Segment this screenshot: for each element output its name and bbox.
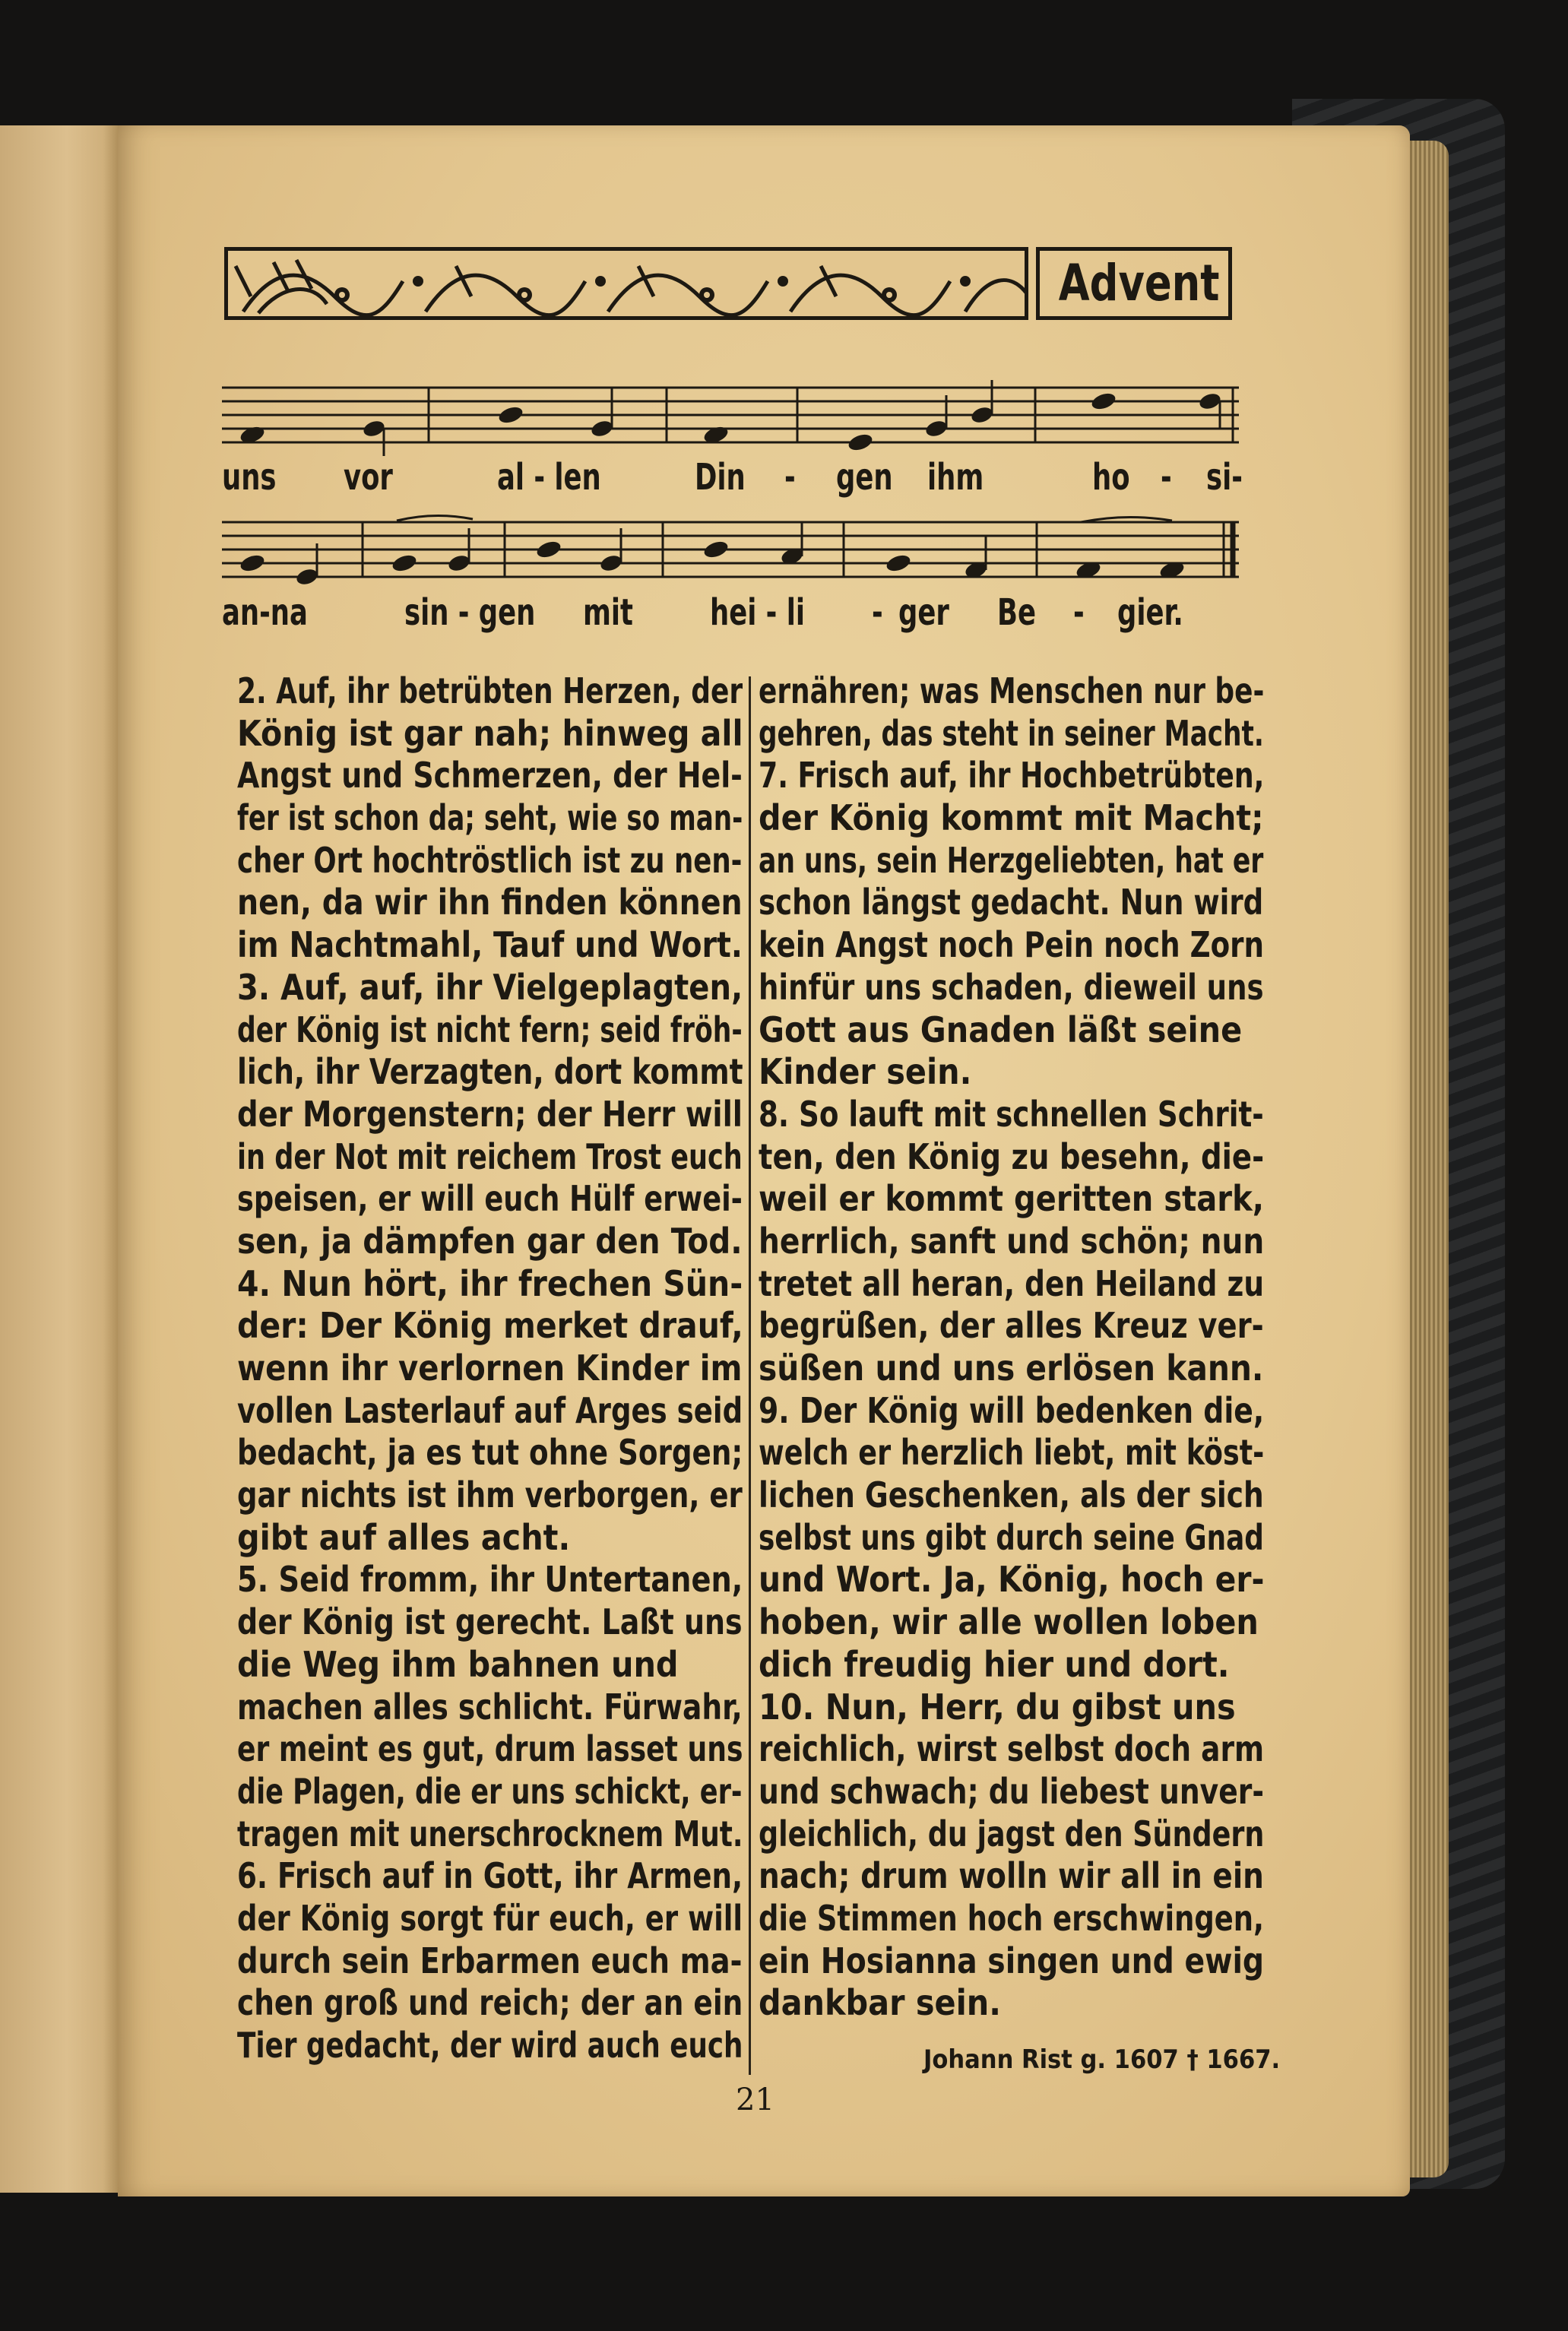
syllable: gen — [836, 456, 893, 499]
text-line: nen, da wir ihn finden können — [237, 882, 743, 923]
syllable: ihm — [927, 456, 984, 499]
syllable: al - len — [497, 456, 601, 499]
syllable: ho — [1092, 456, 1130, 499]
text-line: 8. So lauft mit schnellen Schrit- — [759, 1093, 1264, 1135]
text-line: die Stimmen hoch erschwingen, — [759, 1897, 1265, 1939]
syllable: ger — [898, 591, 949, 634]
text-line: 3. Auf, auf, ihr Vielgeplagten, — [237, 966, 743, 1008]
text-line: speisen, er will euch Hülf erwei- — [237, 1178, 743, 1220]
text-line: sen, ja dämpfen gar den Tod. — [237, 1220, 743, 1262]
syllable: - — [1161, 456, 1172, 499]
text-line: 7. Frisch auf, ihr Hochbetrübten, — [759, 755, 1265, 797]
text-line: durch sein Erbarmen euch ma- — [237, 1940, 743, 1981]
syllable: an-na — [222, 591, 308, 634]
author-attribution: Johann Rist g. 1607 † 1667. — [923, 2044, 1281, 2075]
text-line: Angst und Schmerzen, der Hel- — [237, 755, 743, 797]
text-line: gleichlich, du jagst den Sündern — [759, 1813, 1265, 1854]
syllable: si- — [1206, 456, 1243, 499]
text-line: 4. Nun hört, ihr frechen Sün- — [237, 1262, 743, 1304]
syllable: uns — [222, 456, 277, 499]
text-line: tretet all heran, den Heiland zu — [759, 1262, 1265, 1304]
text-line: gar nichts ist ihm verborgen, er — [237, 1474, 743, 1516]
text-column-left — [237, 670, 743, 2067]
text-line: selbst uns gibt durch seine Gnad — [759, 1516, 1264, 1558]
text-line: cher Ort hochtröstlich ist zu nen- — [237, 839, 743, 881]
syllable: - — [1073, 591, 1085, 634]
previous-page-edge — [0, 125, 122, 2193]
section-header — [224, 247, 1232, 320]
syllable: vor — [344, 456, 393, 499]
text-line: begrüßen, der alles Kreuz ver- — [759, 1305, 1264, 1347]
section-title: Advent — [1058, 254, 1220, 312]
lyrics-line-1 — [222, 456, 1256, 509]
text-line: welch er herzlich liebt, mit köst- — [759, 1432, 1265, 1474]
text-line: ernähren; was Menschen nur be- — [759, 670, 1265, 711]
text-line: schon längst gedacht. Nun wird — [759, 882, 1264, 923]
text-line: der König ist gerecht. Laßt uns — [237, 1601, 743, 1643]
text-line: wenn ihr verlornen Kinder im — [237, 1348, 743, 1389]
text-line: herrlich, sanft und schön; nun — [759, 1220, 1265, 1262]
music-staff-1 — [222, 380, 1239, 456]
syllable: hei - li — [710, 591, 805, 634]
text-line: an uns, sein Herzgeliebten, hat er — [759, 839, 1264, 881]
syllable: gier. — [1117, 591, 1183, 634]
text-line: ten, den König zu besehn, die- — [759, 1135, 1265, 1177]
text-line: reichlich, wirst selbst doch arm — [759, 1728, 1265, 1770]
syllable: sin - gen — [404, 591, 536, 634]
text-line: vollen Lasterlauf auf Arges seid — [237, 1389, 743, 1431]
text-line: ein Hosianna singen und ewig — [759, 1940, 1265, 1981]
text-line: bedacht, ja es tut ohne Sorgen; — [237, 1432, 743, 1474]
text-line: und Wort. Ja, König, hoch er- — [759, 1559, 1265, 1601]
text-line: chen groß und reich; der an ein — [237, 1982, 743, 2024]
text-line: die Plagen, die er uns schickt, er- — [237, 1770, 743, 1812]
text-line: 6. Frisch auf in Gott, ihr Armen, — [237, 1855, 743, 1897]
ornament-frieze — [224, 247, 1028, 320]
text-line: die Weg ihm bahnen und — [237, 1643, 679, 1685]
text-line: fer ist schon da; seht, wie so man- — [237, 797, 743, 839]
text-line: süßen und uns erlösen kann. — [759, 1348, 1264, 1389]
column-divider — [749, 676, 751, 2075]
text-line: kein Angst noch Pein noch Zorn — [759, 924, 1265, 966]
syllable: Din — [695, 456, 746, 499]
text-line: und schwach; du liebest unver- — [759, 1770, 1264, 1812]
text-line: der König ist nicht fern; seid fröh- — [237, 1009, 743, 1050]
syllable: - — [784, 456, 796, 499]
syllable: - — [872, 591, 883, 634]
text-line: dankbar sein. — [759, 1982, 1001, 2024]
text-column-right — [759, 670, 1264, 2025]
text-line: dich freudig hier und dort. — [759, 1643, 1230, 1685]
syllable: mit — [583, 591, 633, 634]
text-line: der: Der König merket drauf, — [237, 1305, 743, 1347]
text-line: König ist gar nah; hinweg all — [237, 712, 743, 754]
text-line: tragen mit unerschrocknem Mut. — [237, 1813, 743, 1854]
text-line: hoben, wir alle wollen loben — [759, 1601, 1259, 1643]
text-line: hinfür uns schaden, dieweil uns — [759, 966, 1264, 1008]
text-line: gibt auf alles acht. — [237, 1516, 571, 1558]
text-line: Tier gedacht, der wird auch euch — [237, 2025, 743, 2066]
text-line: 9. Der König will bedenken die, — [759, 1389, 1265, 1431]
page-number: 21 — [736, 2082, 774, 2117]
text-line: lich, ihr Verzagten, dort kommt — [237, 1051, 743, 1093]
text-line: 2. Auf, ihr betrübten Herzen, der — [237, 670, 743, 711]
text-line: er meint es gut, drum lasset uns — [237, 1728, 743, 1770]
text-line: der Morgenstern; der Herr will — [237, 1093, 743, 1135]
music-staff-2 — [222, 513, 1239, 589]
text-line: der König kommt mit Macht; — [759, 797, 1264, 839]
lyrics-line-2 — [222, 591, 1256, 645]
text-line: 10. Nun, Herr, du gibst uns — [759, 1686, 1236, 1728]
text-line: gehren, das steht in seiner Macht. — [759, 712, 1264, 754]
text-line: nach; drum wolln wir all in ein — [759, 1855, 1264, 1897]
text-line: im Nachtmahl, Tauf und Wort. — [237, 924, 743, 966]
text-line: Gott aus Gnaden läßt seine — [759, 1009, 1243, 1050]
text-line: machen alles schlicht. Fürwahr, — [237, 1686, 743, 1728]
text-line: weil er kommt geritten stark, — [759, 1178, 1264, 1220]
syllable: Be — [997, 591, 1037, 634]
text-line: Kinder sein. — [759, 1051, 972, 1093]
text-line: der König sorgt für euch, er will — [237, 1897, 743, 1939]
text-line: 5. Seid fromm, ihr Untertanen, — [237, 1559, 743, 1601]
text-line: in der Not mit reichem Trost euch — [237, 1135, 743, 1177]
text-line: lichen Geschenken, als der sich — [759, 1474, 1264, 1516]
section-title-box — [1036, 247, 1232, 320]
